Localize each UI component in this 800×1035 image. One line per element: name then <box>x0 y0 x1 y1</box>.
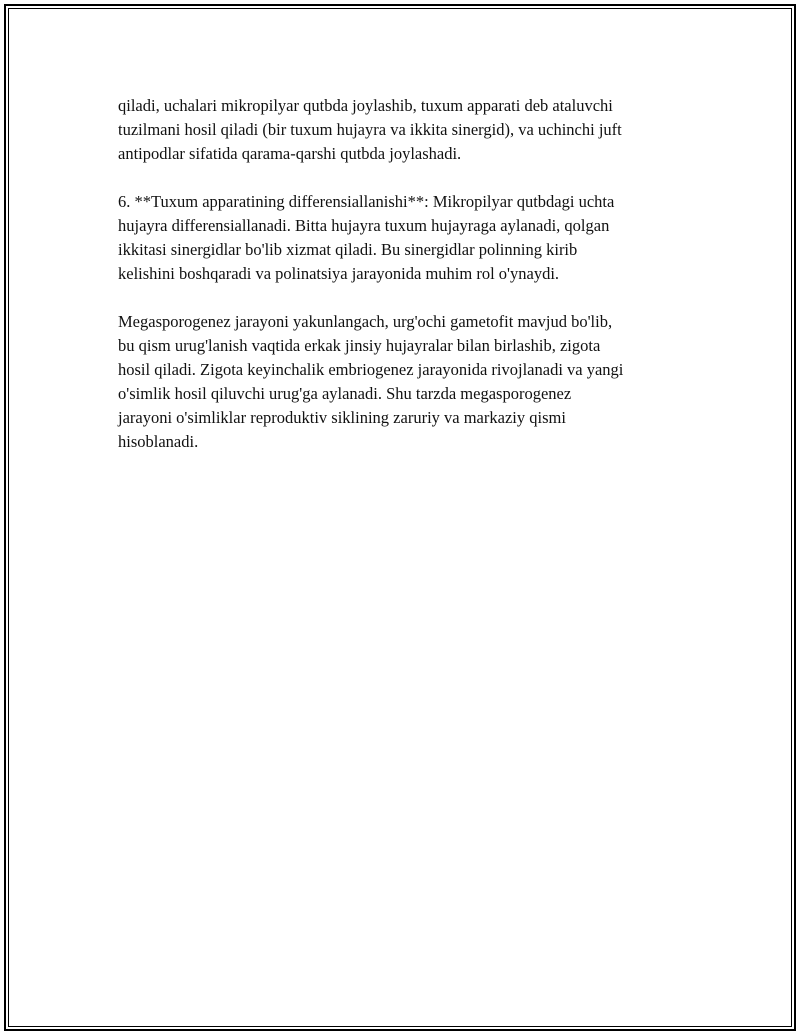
paragraph-item-6: 6. **Tuxum apparatining differensiallanishi**: Mikropilyar qutbdagi uchta hujayra differensiallanadi. Bitta hujayra tuxum hujayraga aylanadi, qolgan ikkitasi sinergidlar bo'lib xizmat qiladi. Bu sinergidlar polinning kirib kelishini boshqaradi va polinatsiya jarayonida muhim rol o'ynaydi. <box>118 192 615 283</box>
paragraph-continuation: qiladi, uchalari mikropilyar qutbda joylashib, tuxum apparati deb ataluvchi tuzilmani hosil qiladi (bir tuxum hujayra va ikkita sinergid), va uchinchi juft antipodlar sifatida qarama-qarshi qutbda joylashadi. <box>118 96 622 163</box>
paragraph-conclusion: Megasporogenez jarayoni yakunlangach, urg'ochi gametofit mavjud bo'lib, bu qism urug'lanish vaqtida erkak jinsiy hujayralar bilan birlashib, zigota hosil qiladi. Zigota keyinchalik embriogenez jarayonida rivojlanadi va yangi o'simlik hosil qiluvchi urug'ga aylanadi. Shu tarzda megasporogenez jarayoni o'simliklar reproduktiv siklining zaruriy va markaziy qismi hisoblanadi. <box>118 312 624 451</box>
document-body <box>118 94 698 478</box>
